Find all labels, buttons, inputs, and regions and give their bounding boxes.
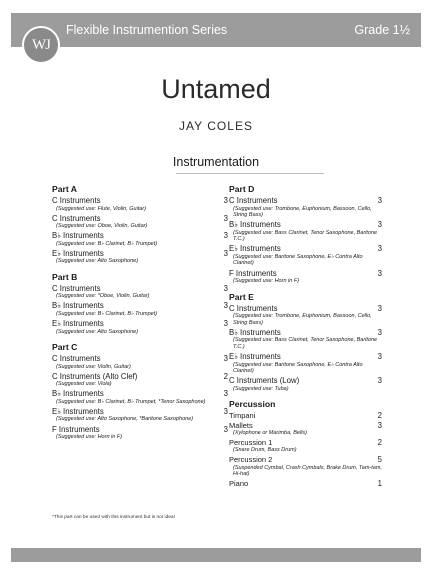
instrument-name: Timpani [229, 411, 256, 421]
instrument-count: 2 [377, 437, 382, 447]
instrument-count: 3 [223, 213, 228, 223]
part-title: Part D [229, 184, 255, 194]
instrument-name: E♭ Instruments [229, 244, 281, 254]
instrument-count: 3 [223, 389, 228, 399]
instrument-name: E♭ Instruments [52, 319, 104, 329]
instrument-count: 3 [377, 220, 382, 230]
instrument-name: E♭ Instruments [229, 352, 281, 362]
instrument-row [52, 301, 228, 311]
suggested-use: (Suggested use: Baritone Saxophone, E♭ Contra Alto Clarinet) [233, 361, 363, 375]
instrumentation-heading: Instrumentation [172, 155, 260, 169]
instrument-row [229, 304, 382, 314]
suggested-use: (Suggested use: Alto Saxophone) [56, 328, 139, 335]
instrument-count: 3 [377, 196, 382, 205]
part-title: Percussion [229, 399, 276, 410]
suggested-use: (Suggested use: Bass Clarinet, Tenor Saxophone, Baritone T.C.) [233, 337, 378, 350]
part-title: Part E [229, 291, 254, 302]
instrument-row [52, 372, 228, 382]
publisher-logo: WJ [22, 26, 60, 64]
instrument-name: C Instruments [52, 283, 101, 293]
suggested-use: (Suggested use: Viola) [56, 381, 112, 388]
right-column [229, 184, 382, 495]
instrument-row [52, 319, 228, 329]
instrument-row [52, 354, 228, 364]
part-section [52, 342, 228, 440]
suggested-use: (Suggested use: Tuba) [233, 385, 289, 392]
instrument-count: 3 [377, 376, 382, 386]
series-title: Flexible Instrumention Series [66, 23, 228, 37]
footer-bar [11, 548, 421, 562]
instrument-row [52, 425, 228, 435]
left-column [52, 184, 228, 448]
part-section [229, 292, 382, 393]
piece-title: Untamed [161, 74, 271, 104]
instrument-count: 2 [223, 371, 228, 381]
part-title: Part B [52, 271, 78, 282]
suggested-use: (Suggested use: Oboe, Violin, Guitar) [56, 223, 148, 230]
instrument-count: 3 [377, 420, 382, 430]
part-title: Part C [52, 342, 78, 353]
suggested-use: (Suggested use: Violin, Guitar) [56, 363, 131, 370]
instrument-count: 3 [377, 303, 382, 313]
instrument-row [52, 407, 228, 417]
instrument-row [229, 328, 382, 338]
instrument-name: Percussion 1 [229, 437, 273, 447]
instrument-row [52, 389, 228, 399]
suggested-use: (Suggested use: Flute, Violin, Guitar) [56, 205, 147, 212]
instrument-row [229, 244, 382, 254]
instrument-count: 3 [377, 268, 382, 278]
suggested-use: (Suggested use: B♭ Clarinet, B♭ Trumpet) [56, 310, 158, 317]
instrument-row [52, 284, 228, 294]
suggested-use: (Suggested use: Trombone, Euphonium, Bassoon, Cello, String Bass) [233, 205, 372, 219]
instrument-count: 3 [377, 244, 382, 254]
instrument-row [229, 269, 382, 279]
suggested-use: (Suggested use: Baritone Saxophone, E♭ Contra Alto Clarinet) [233, 253, 363, 267]
heading-divider [176, 173, 324, 174]
instrument-name: C Instruments [229, 196, 278, 205]
instrument-name: F Instruments [229, 268, 277, 278]
instrument-count: 3 [223, 319, 228, 329]
instrument-name: B♭ Instruments [52, 231, 104, 241]
instrument-name: B♭ Instruments [52, 389, 104, 399]
instrument-count: 3 [377, 352, 382, 362]
suggested-use: (Suggested use: Trombone, Euphonium, Bassoon, Cello, String Bass) [233, 313, 372, 326]
suggested-use: (Suggested use: *Oboe, Violin, Guitar) [56, 293, 150, 300]
suggested-use: (Suggested use: B♭ Clarinet, B♭ Trumpet) [56, 240, 158, 247]
part-section [229, 399, 382, 488]
suggested-use: (Suggested use: Horn in F) [233, 278, 300, 285]
suggested-use: (Xylophone or Marimba, Bells) [233, 430, 307, 437]
instrument-count: 3 [223, 248, 228, 258]
instrument-row [229, 421, 382, 431]
footnote: *This part can be used with this instrument but is not ideal [52, 515, 175, 520]
instrument-count: 3 [223, 231, 228, 241]
instrument-name: F Instruments [52, 424, 100, 434]
suggested-use: (Suggested use: Alto Saxophone, *Baritone Saxophone) [56, 416, 194, 423]
instrument-count: 3 [223, 424, 228, 434]
instrument-row [229, 438, 382, 448]
instrument-name: E♭ Instruments [52, 406, 104, 416]
instrument-name: B♭ Instruments [229, 327, 281, 337]
part-section [52, 272, 228, 335]
instrument-row [52, 231, 228, 241]
instrument-name: C Instruments [229, 303, 278, 313]
suggested-use: (Suspended Cymbal, Crash Cymbals, Brake Drum, Tam-tam, Hi-hat) [233, 464, 382, 478]
instrument-row [229, 455, 382, 465]
instrument-name: C Instruments [52, 213, 101, 223]
instrument-count: 3 [223, 301, 228, 311]
instrument-name: E♭ Instruments [52, 248, 104, 258]
suggested-use: (Suggested use: Bass Clarinet, Tenor Saxophone, Baritone T.C.) [233, 229, 378, 243]
instrument-row [229, 479, 382, 489]
instrument-row [229, 196, 382, 206]
instrument-name: C Instruments [52, 196, 101, 205]
part-section [52, 184, 228, 265]
instrument-name: B♭ Instruments [229, 220, 281, 230]
instrument-count: 1 [377, 478, 382, 488]
part-title: Part A [52, 184, 77, 194]
instrument-name: C Instruments (Alto Clef) [52, 371, 138, 381]
instrument-name: B♭ Instruments [52, 301, 104, 311]
instrument-count: 3 [223, 406, 228, 416]
instrument-row [52, 196, 228, 206]
instrument-row [229, 220, 382, 230]
instrument-count: 5 [377, 455, 382, 464]
instrument-name: C Instruments [52, 354, 101, 364]
instrument-row [52, 249, 228, 259]
instrument-row [52, 214, 228, 224]
suggested-use: (Suggested use: B♭ Clarinet, B♭ Trumpet, *Tenor Saxophone) [56, 398, 206, 405]
composer-name: JAY COLES [179, 119, 253, 133]
instrument-row [229, 411, 382, 421]
suggested-use: (Snare Drum, Bass Drum) [233, 447, 297, 454]
instrument-name: C Instruments (Low) [229, 376, 300, 386]
instrument-name: Piano [229, 478, 249, 488]
instrument-name: Mallets [229, 420, 253, 430]
instrument-count: 3 [223, 354, 228, 364]
instrument-row [229, 376, 382, 386]
instrument-count: 2 [377, 411, 382, 421]
instrument-row [229, 352, 382, 362]
instrument-count: 3 [377, 327, 382, 337]
grade-label: Grade 1½ [354, 23, 410, 37]
instrument-count: 3 [223, 196, 228, 205]
part-section [229, 184, 382, 285]
instrument-name: Percussion 2 [229, 455, 273, 464]
instrument-count: 3 [223, 283, 228, 293]
suggested-use: (Suggested use: Alto Saxophone) [56, 258, 139, 265]
suggested-use: (Suggested use: Horn in F) [56, 434, 123, 441]
